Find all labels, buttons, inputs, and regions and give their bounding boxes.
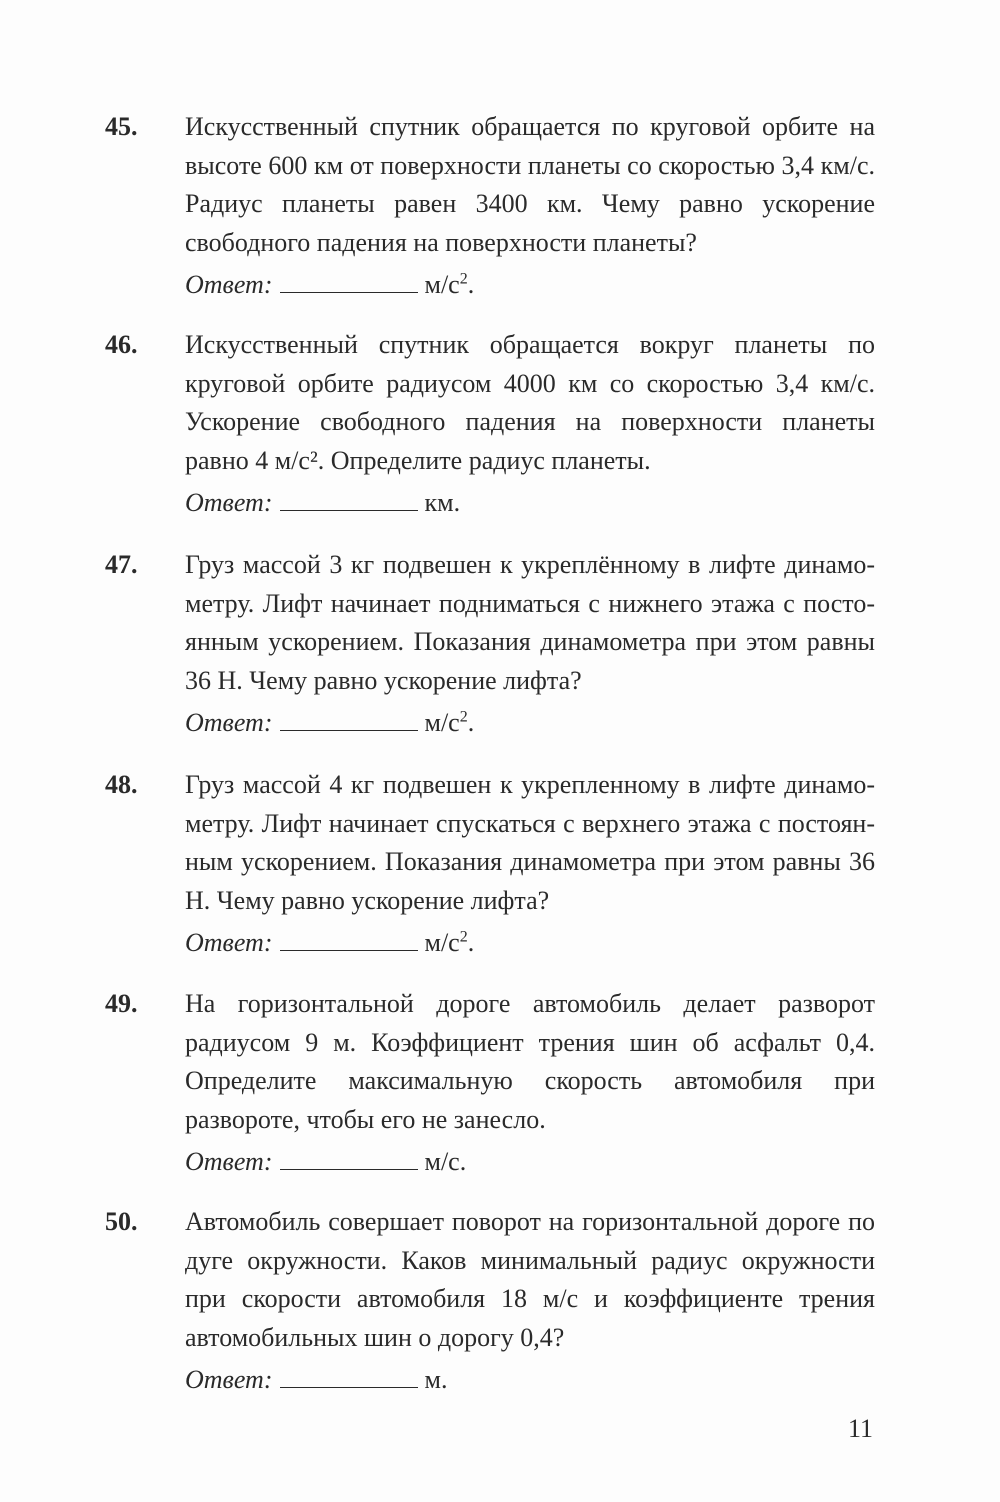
problem-text: Груз массой 4 кг подвешен к укрепленному в лифте динамометру. Лифт начинает спускаться с верхнего этажа с постоянным ускорением. Показания динамометра при этом равны 36 Н. Чему равно ускорение лифта? — [185, 770, 875, 916]
unit-exponent: 2 — [459, 928, 468, 946]
answer-unit: м/с — [424, 708, 460, 737]
unit-end: . — [459, 1147, 467, 1176]
problem-number: 48. — [105, 770, 138, 799]
unit-exponent: 2 — [459, 708, 468, 726]
problem-text: Искусственный спутник обращается по круговой орбите на высоте 600 км от поверхности планеты со скоростью 3,4 км/с. Радиус планеты равен 3400 км. Чему равно ускорение свободного падения на поверхности планеты? — [185, 112, 875, 258]
problem-number: 46. — [105, 330, 138, 359]
answer-line — [185, 924, 474, 962]
answer-label: Ответ: — [185, 1147, 273, 1176]
problem-text-main: Искусственный спутник обращается вокруг планеты по круговой орбите радиусом 4000 км со скоростью 3,4 км/с. Ускорение свободного падения на поверхности планеты равно 4 м/с². — [185, 330, 875, 476]
answer-label: Ответ: — [185, 270, 273, 299]
problem-text-tail: Определите радиус планеты. — [330, 446, 651, 476]
answer-label: Ответ: — [185, 928, 273, 957]
answer-blank[interactable] — [280, 1147, 418, 1170]
problem-number: 49. — [105, 989, 138, 1018]
answer-blank[interactable] — [280, 270, 418, 293]
answer-unit: м/с — [424, 1147, 460, 1176]
answer-unit: км — [424, 488, 454, 517]
problem-number: 45. — [105, 112, 138, 141]
answer-unit: м/с — [424, 270, 460, 299]
answer-blank[interactable] — [280, 488, 418, 511]
unit-end: . — [440, 1365, 448, 1394]
answer-blank[interactable] — [280, 708, 418, 731]
problem-number: 47. — [105, 550, 138, 579]
problem-number: 50. — [105, 1207, 138, 1236]
answer-line — [185, 266, 474, 304]
answer-label: Ответ: — [185, 1365, 273, 1394]
unit-end: . — [467, 270, 475, 299]
problem-text: Автомобиль совершает поворот на горизонтальной дороге по дуге окружности. Каков минимальный радиус окружности при скорости автомобиля 18 м/с и коэффициенте трения автомобильных шин о дорогу 0,4? — [185, 1207, 875, 1353]
answer-blank[interactable] — [280, 928, 418, 951]
answer-line — [185, 1361, 447, 1399]
problem-text: Груз массой 3 кг подвешен к укреплённому в лифте динамометру. Лифт начинает подниматься с нижнего этажа с постоянным ускорением. Показания динамометра при этом равны 36 Н. Чему равно ускорение лифта? — [185, 550, 875, 696]
answer-line — [185, 1143, 466, 1181]
unit-exponent: 2 — [459, 270, 468, 288]
answer-unit: м/с — [424, 928, 460, 957]
unit-end: . — [467, 708, 475, 737]
problem-text: На горизонтальной дороге автомобиль делает разворот радиусом 9 м. Коэффициент трения шин об асфальт 0,4. Определите максимальную скорость автомобиля при развороте, чтобы его не занесло. — [185, 989, 875, 1135]
answer-blank[interactable] — [280, 1365, 418, 1388]
answer-label: Ответ: — [185, 488, 273, 517]
unit-end: . — [453, 488, 461, 517]
answer-label: Ответ: — [185, 708, 273, 737]
unit-end: . — [467, 928, 475, 957]
page-number: 11 — [848, 1414, 874, 1443]
answer-line — [185, 704, 474, 742]
problem-text — [185, 326, 875, 481]
answer-unit: м — [424, 1365, 441, 1394]
answer-line — [185, 484, 460, 522]
